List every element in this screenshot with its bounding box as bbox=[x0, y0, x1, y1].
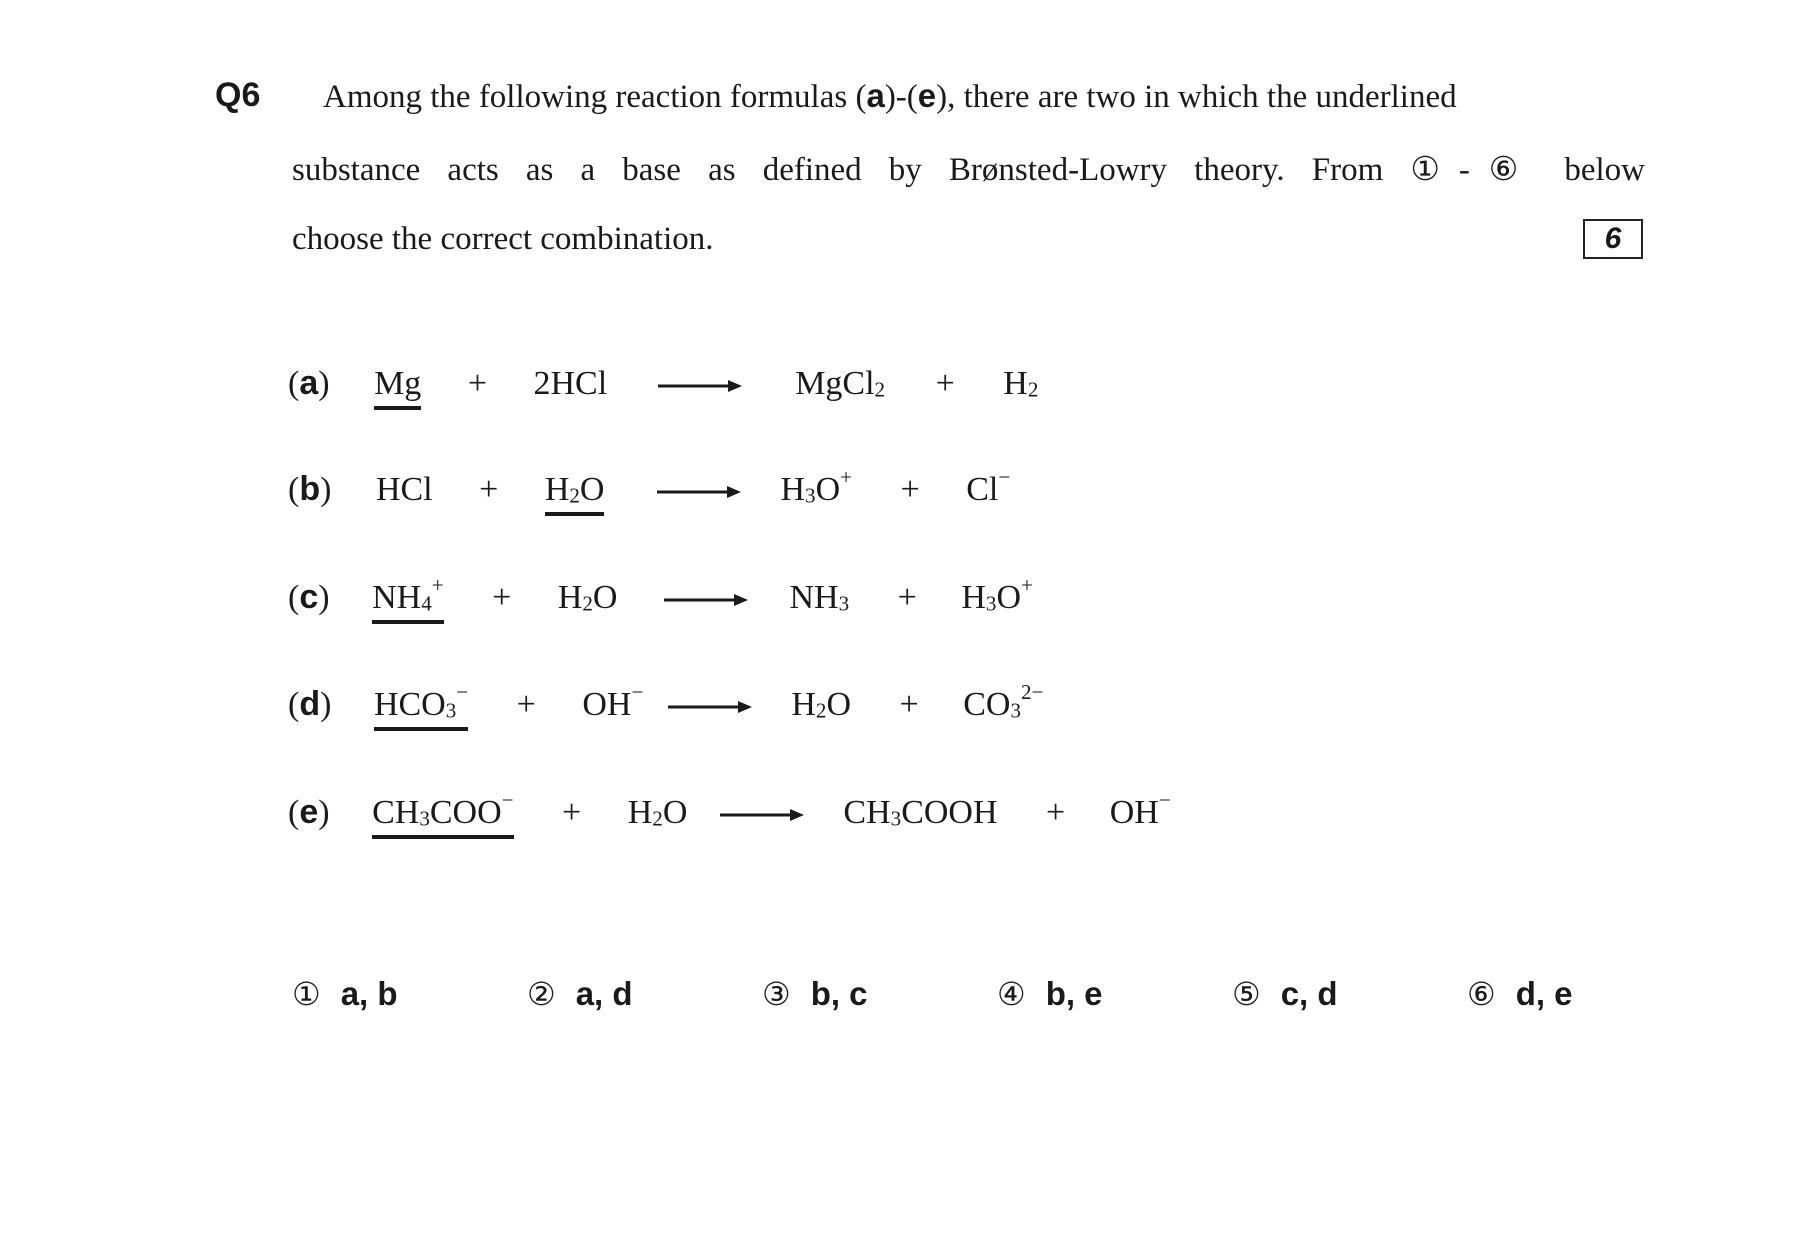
arrow-icon bbox=[657, 484, 742, 500]
reactant-2: $H_2O$ bbox=[557, 579, 618, 616]
reaction-label: b bbox=[299, 470, 321, 508]
underlined-substance: $CH_3COO^-$ bbox=[372, 794, 513, 839]
product-2: Cl− bbox=[966, 465, 1011, 508]
reactant-2: 2HCl bbox=[533, 365, 608, 402]
product-2: $CO_3^{2-}$ bbox=[963, 680, 1044, 723]
question-line-1-post: ), there are two in which the underlined bbox=[936, 79, 1457, 115]
reaction-label: d bbox=[299, 685, 321, 723]
choice-1[interactable]: ① a, b bbox=[292, 975, 398, 1013]
reactant-1: HCl bbox=[375, 471, 433, 508]
reaction-a: (a) Mg + 2HCl MgCl$_2$ + $H_2$ bbox=[288, 364, 1038, 410]
question-line-3: choose the correct combination. bbox=[292, 221, 714, 257]
question-line-2: substance acts as a base as defined by Brønsted-Lowry theory. From ①-⑥ below bbox=[292, 152, 1645, 188]
choice-4[interactable]: ④ b, e bbox=[997, 975, 1103, 1013]
product-1: $CH_3COOH$ bbox=[843, 794, 998, 831]
reactant-2: OH− bbox=[582, 680, 644, 723]
reaction-label: e bbox=[299, 793, 319, 831]
reaction-c: (c) $NH_4^+ + H_2O$ $NH_3 + H_3O^+$ bbox=[288, 578, 1033, 624]
reaction-e: (e) $CH_3COO^- + H_2O$ $CH_3COOH + OH^-$ bbox=[288, 793, 1171, 839]
underlined-substance: $NH_4^+$ bbox=[372, 579, 444, 624]
arrow-icon bbox=[720, 807, 805, 823]
product-1: $NH_3$ bbox=[789, 579, 850, 616]
plus-sign: + bbox=[479, 471, 499, 508]
answer-key-box: 6 bbox=[1583, 219, 1643, 259]
choice-5[interactable]: ⑤ c, d bbox=[1232, 975, 1338, 1013]
plus-sign: + bbox=[492, 579, 512, 616]
product-1: $H_2O$ bbox=[791, 686, 852, 723]
product-1: $H_3O^+$ bbox=[780, 465, 853, 508]
choice-6[interactable]: ⑥ d, e bbox=[1467, 975, 1573, 1013]
underlined-substance: $HCO_3^-$ bbox=[374, 686, 468, 731]
question-number: Q6 bbox=[215, 76, 261, 114]
question-line-1-a: a bbox=[866, 77, 885, 114]
plus-sign: + bbox=[1046, 794, 1066, 831]
plus-sign: + bbox=[467, 365, 487, 402]
underlined-substance: $H_2O$ bbox=[545, 471, 605, 516]
question-line-1-e: e bbox=[917, 77, 937, 114]
reactant-2: $H_2O$ bbox=[627, 794, 688, 831]
plus-sign: + bbox=[897, 579, 917, 616]
plus-sign: + bbox=[516, 686, 536, 723]
underlined-substance: Mg bbox=[374, 365, 421, 410]
product-2: $H_3O^+$ bbox=[961, 573, 1033, 616]
reaction-label: a bbox=[299, 364, 319, 402]
product-2: $H_2$ bbox=[1003, 365, 1039, 402]
question-line-1 bbox=[323, 77, 1457, 116]
plus-sign: + bbox=[900, 471, 920, 508]
choice-2[interactable]: ② a, d bbox=[527, 975, 633, 1013]
reaction-d: (d) $HCO_3^- + OH^-$ $H_2O + CO_3^{2-}$ bbox=[288, 685, 1043, 731]
reaction-label: c bbox=[299, 578, 319, 616]
product-2: OH− bbox=[1109, 788, 1171, 831]
choice-3[interactable]: ③ b, c bbox=[762, 975, 868, 1013]
plus-sign: + bbox=[899, 686, 919, 723]
question-line-1-mid: )-( bbox=[884, 79, 918, 115]
arrow-icon bbox=[664, 592, 749, 608]
plus-sign: + bbox=[935, 365, 955, 402]
question-line-1-pre: Among the following reaction formulas ( bbox=[323, 79, 867, 115]
arrow-icon bbox=[658, 378, 743, 394]
product-1: MgCl$_2$ bbox=[795, 365, 886, 402]
arrow-icon bbox=[668, 699, 753, 715]
reaction-b: (b) HCl + $H_2O$ $H_3O^+ + Cl^-$ bbox=[288, 470, 1010, 516]
plus-sign: + bbox=[562, 794, 582, 831]
